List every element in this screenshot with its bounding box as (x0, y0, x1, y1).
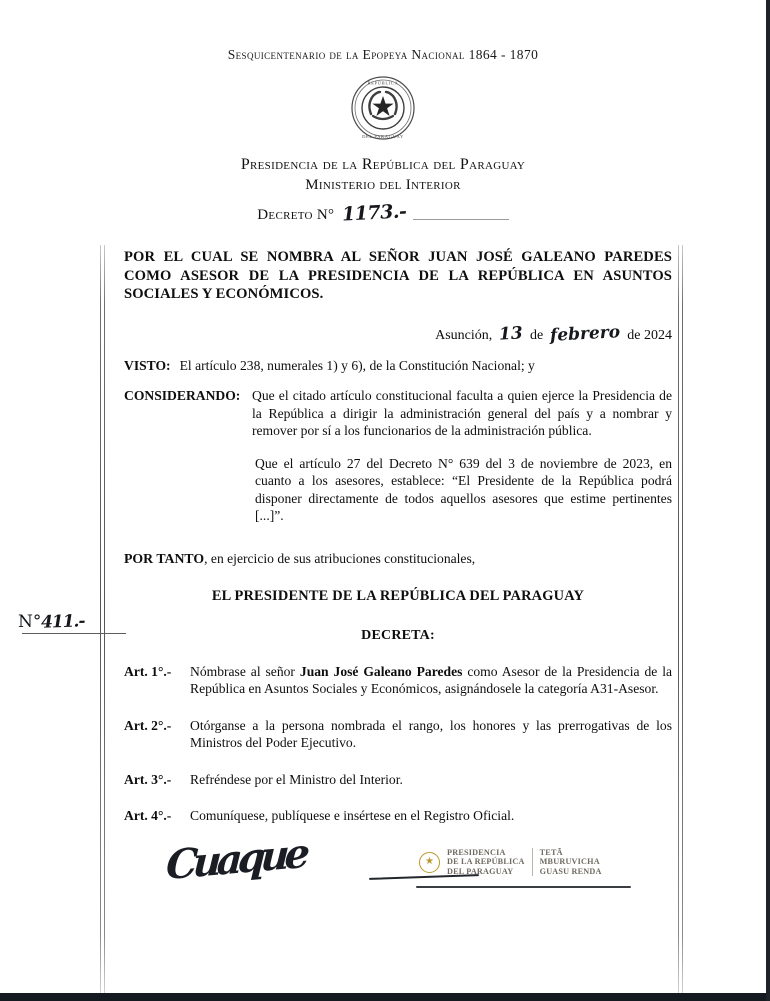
handwritten-signature: Cuaque (165, 829, 307, 890)
logo-spanish-line-3: DEL PARAGUAY (447, 866, 514, 876)
por-tanto-label: POR TANTO (124, 550, 205, 566)
logo-guarani-line-2: MBURUVICHA (539, 857, 600, 867)
logo-guarani-text (540, 848, 602, 876)
article-1-number: Art. 1°.- (124, 663, 172, 679)
por-tanto-text: , en ejercicio de sus atribuciones constitucionales, (204, 550, 476, 566)
decree-number-value: 1173.- (341, 200, 408, 226)
margin-annotation-prefix: N° (18, 612, 42, 632)
logo-spanish-line-1: PRESIDENCIA (447, 848, 506, 857)
article-3-text: Refréndese por el Ministro del Interior. (190, 771, 403, 787)
svg-text:REPÚBLICA: REPÚBLICA (367, 80, 399, 86)
date-year: de 2024 (627, 327, 672, 343)
margin-annotation (18, 612, 126, 634)
article-2-text: Otórganse a la persona nombrada el rango, los honores y las prerrogativas de los Ministros del Poder Ejecutivo. (190, 717, 672, 750)
article-4-text: Comuníquese, publíquese e insértese en el Registro Oficial. (190, 808, 515, 823)
article-4 (124, 807, 672, 825)
logo-spanish-line-2: DE LA REPÚBLICA (447, 857, 525, 867)
article-1-text-before: Nómbrase al señor (190, 663, 300, 679)
commemoration-header: Sesquicentenario de la Epopeya Nacional 1864 - 1870 (227, 47, 539, 62)
date-line (124, 321, 672, 346)
enacting-authority: EL PRESIDENTE DE LA REPÚBLICA DEL PARAGUAY (211, 587, 585, 604)
article-4-number: Art. 4°.- (124, 808, 172, 823)
screenshot-right-band (766, 0, 770, 1001)
seal-container (0, 74, 766, 142)
date-day-handwritten: 13 (498, 322, 524, 345)
logo-guarani-line-1: TETÃ (539, 848, 563, 857)
article-3 (124, 771, 672, 789)
document-body (124, 248, 672, 825)
star-laurel-emblem-icon: ★ (419, 852, 440, 873)
article-1-appointee-name: Juan José Galeano Paredes (299, 663, 463, 679)
institution-line-2: Ministerio del Interior (305, 177, 461, 193)
decree-number-blank-rule (413, 204, 509, 220)
visto-text: El artículo 238, numerales 1) y 6), de la Constitución Nacional; y (179, 357, 535, 373)
considerando-clause (124, 387, 672, 440)
article-1 (124, 663, 672, 698)
margin-annotation-number: 411.- (41, 611, 86, 633)
government-logo (419, 848, 602, 876)
logo-spanish-text (447, 848, 525, 876)
decree-number-label: Decreto N° (257, 207, 335, 223)
institution-line-1: Presidencia de la República del Paraguay (240, 156, 526, 173)
svg-text:DEL PARAGUAY: DEL PARAGUAY (362, 134, 404, 139)
date-month-handwritten: febrero (549, 321, 621, 346)
date-place: Asunción, (435, 327, 493, 343)
logo-divider (532, 848, 533, 876)
decree-subject-title: POR EL CUAL SE NOMBRA AL SEÑOR JUAN JOSÉ GALEANO PAREDES COMO ASESOR DE LA PRESIDENCIA DE LA REPÚBLICA EN ASUNTOS SOCIALES Y ECONÓMICOS. (124, 249, 672, 302)
article-2 (124, 717, 672, 752)
considerando-paragraph-1: Que el citado artículo constitucional faculta a quien ejerce la Presidencia de la República a dirigir la administración general del país y a nombrar y remover por sí a los funcionarios de la administración pública. (252, 388, 672, 438)
logo-guarani-line-3: GUASU RENDA (539, 866, 602, 876)
decree-number-line (257, 202, 508, 224)
visto-label: VISTO: (124, 357, 171, 373)
logo-underline-stroke (416, 886, 631, 888)
margin-annotation-rule (22, 633, 126, 634)
article-2-number: Art. 2°.- (124, 717, 172, 733)
article-3-number: Art. 3°.- (124, 771, 172, 787)
signature-footer (124, 829, 672, 918)
national-seal-icon (349, 74, 417, 142)
screenshot-bottom-band (0, 993, 770, 1001)
article-1-text (190, 663, 672, 698)
institution-title-block (0, 154, 766, 224)
article-1-text-after: como Asesor de la Presidencia de la República en Asuntos Sociales y Económicos, asignándosele la categoría A31-Asesor. (190, 663, 672, 696)
considerando-paragraph-2: Que el artículo 27 del Decreto N° 639 del 3 de noviembre de 2023, en cuanto a los asesores, establece: “El Presidente de la República podrá disponer directamente de todos aquellos asesores que estime pertinentes [...]”. (255, 455, 672, 523)
date-de-1: de (529, 327, 544, 343)
considerando-label: CONSIDERANDO: (124, 388, 241, 403)
decreta-heading: DECRETA: (361, 627, 435, 643)
por-tanto-clause (124, 551, 672, 567)
visto-clause (124, 357, 672, 375)
right-margin-rule (678, 245, 684, 993)
